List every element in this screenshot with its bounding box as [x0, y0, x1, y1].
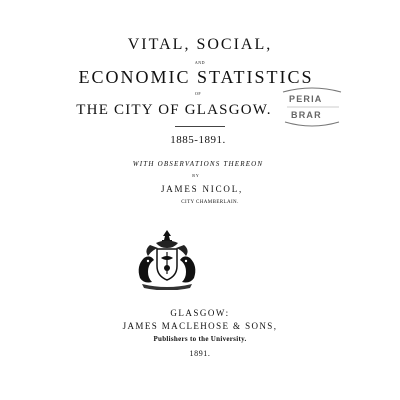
subtitle: WITH OBSERVATIONS THEREON	[132, 160, 264, 168]
stamp-frame-icon	[277, 86, 347, 128]
years-range: 1885-1891.	[170, 134, 226, 146]
connector-and: AND	[194, 60, 206, 65]
divider-rule	[175, 126, 225, 127]
imprint-city: GLASGOW:	[170, 308, 230, 318]
author-name: JAMES NICOL,	[160, 184, 244, 194]
publication-year: 1891.	[189, 349, 211, 358]
stamp-text-line1: PERIA	[289, 94, 323, 104]
publisher-role: Publishers to the University.	[153, 335, 247, 343]
glasgow-coat-of-arms-icon	[132, 228, 202, 290]
connector-of: OF	[194, 91, 202, 96]
author-role: CITY CHAMBERLAIN.	[181, 200, 239, 205]
stamp-text-line2: BRAR	[291, 110, 322, 120]
publisher-name: JAMES MACLEHOSE & SONS,	[122, 321, 278, 331]
library-stamp	[277, 86, 347, 128]
title-line-1: VITAL, SOCIAL,	[127, 36, 273, 53]
title-line-2: ECONOMIC STATISTICS	[78, 67, 314, 87]
connector-by: BY	[192, 173, 200, 178]
title-line-3: THE CITY OF GLASGOW.	[76, 102, 272, 118]
